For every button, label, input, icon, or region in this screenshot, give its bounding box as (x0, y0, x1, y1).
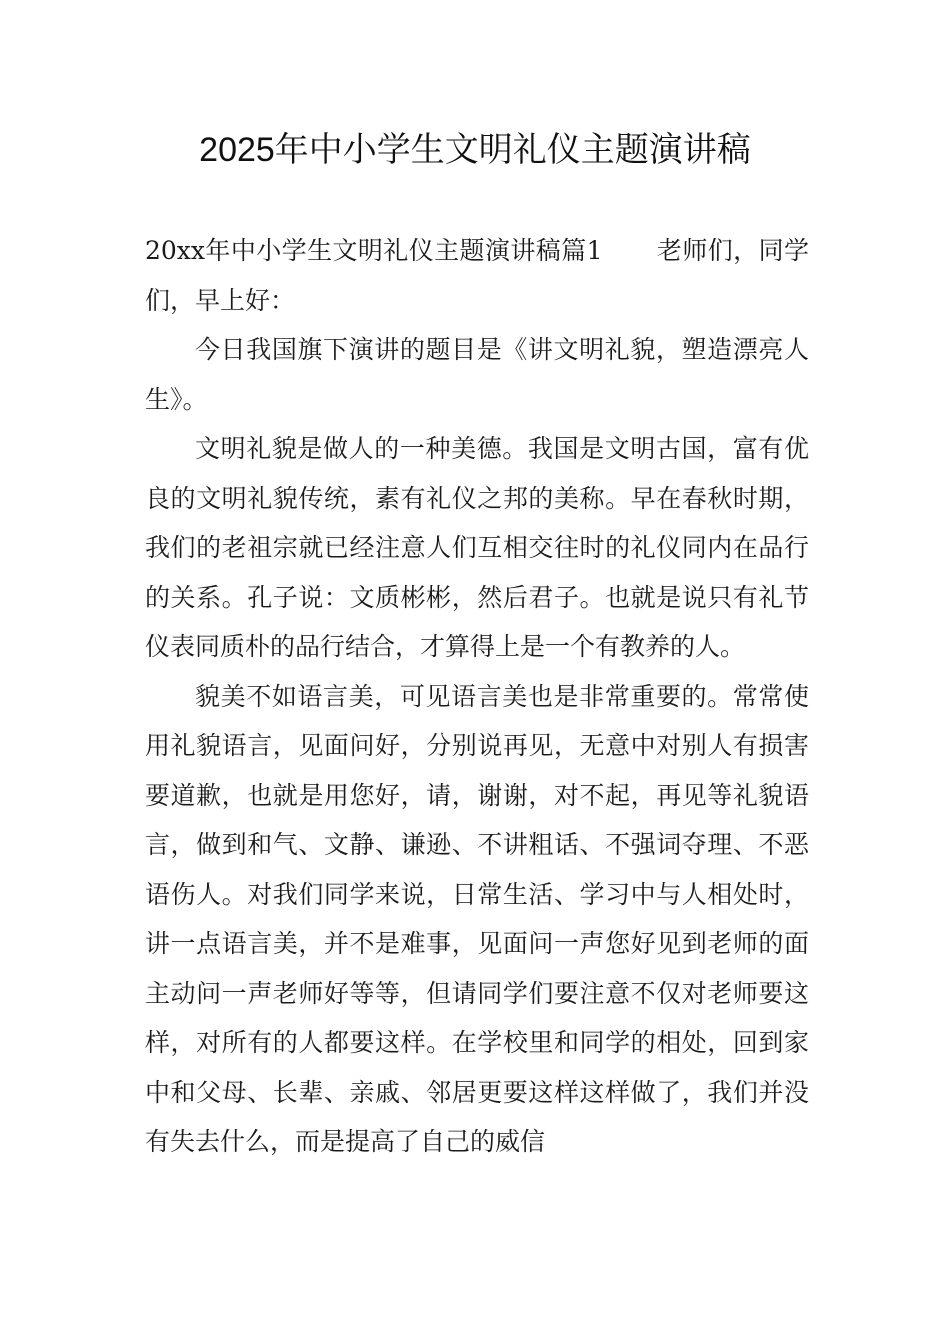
opening-paragraph (145, 226, 809, 325)
document-body (145, 226, 809, 1167)
section-heading: 20xx年中小学生文明礼仪主题演讲稿篇1 (145, 236, 603, 265)
greeting: 老师们，同学们，早上好： (145, 236, 809, 315)
paragraph: 今日我国旗下演讲的题目是《讲文明礼貌，塑造漂亮人生》。 (145, 335, 809, 414)
paragraph: 貌美不如语言美，可见语言美也是非常重要的。常常使用礼貌语言，见面问好，分别说再见，无意中对别人有损害要道歉，也就是用您好，请，谢谢，对不起，再见等礼貌语言，做到和气、文静、谦逊、不讲粗话、不强词夺理、不恶语伤人。对我们同学来说，日常生活、学习中与人相处时，讲一点语言美，并不是难事，见面问一声您好见到老师的面主动问一声老师好等等，但请同学们要注意不仅对老师要这样，对所有的人都要这样。在学校里和同学的相处，回到家中和父母、长辈、亲戚、邻居更要这样这样做了，我们并没有失去什么，而是提高了自己的威信 (145, 681, 809, 1156)
paragraph: 文明礼貌是做人的一种美德。我国是文明古国，富有优良的文明礼貌传统，素有礼仪之邦的美称。早在春秋时期，我们的老祖宗就已经注意人们互相交往时的礼仪同内在品行的关系。孔子说：文质彬彬，然后君子。也就是说只有礼节仪表同质朴的品行结合，才算得上是一个有教养的人。 (145, 434, 809, 661)
document-title: 2025年中小学生文明礼仪主题演讲稿 (199, 131, 751, 169)
